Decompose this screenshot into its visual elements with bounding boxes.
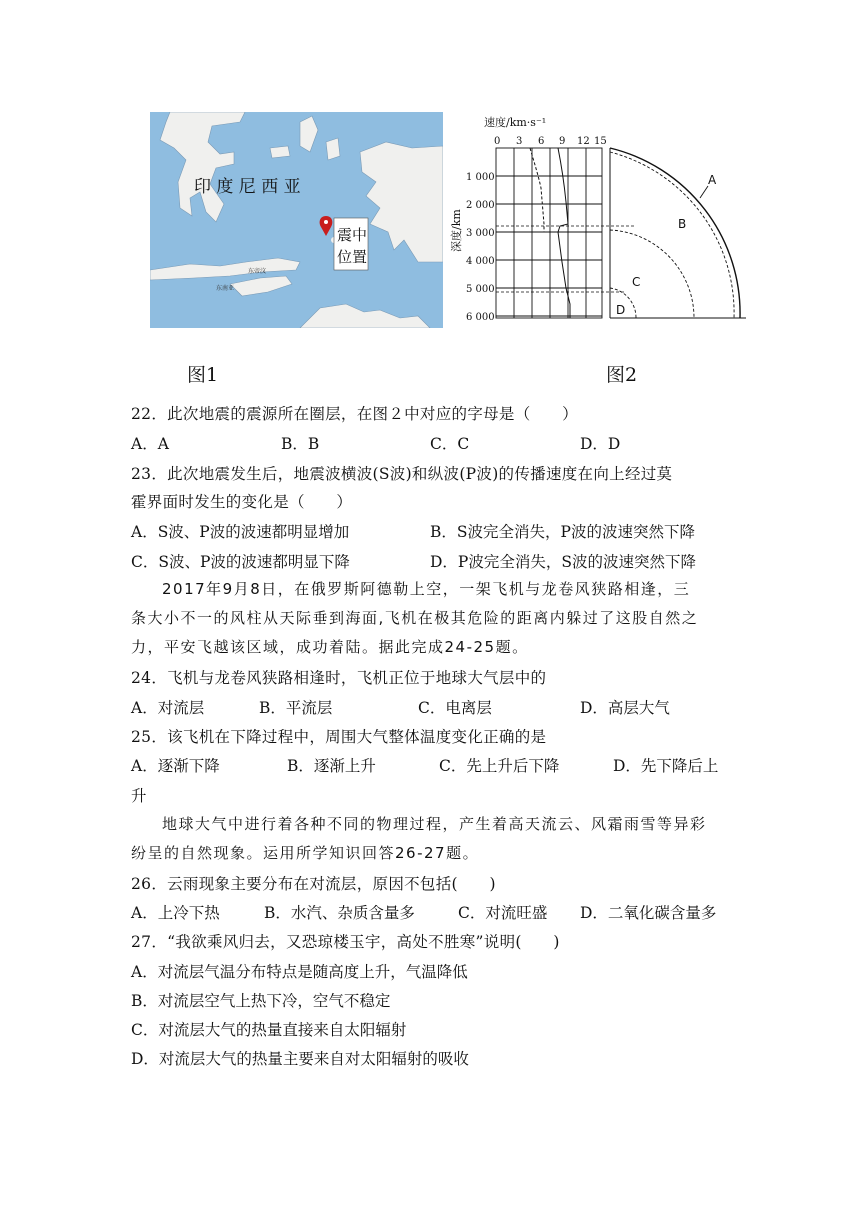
depth-tick: 1 000	[466, 172, 495, 183]
question-27-option-a: A．对流层气温分布特点是随高度上升，气温降低	[131, 963, 468, 981]
question-23-option-d: D．P波完全消失，S波的波速突然下降	[430, 553, 696, 571]
question-27-option-c: C．对流层大气的热量直接来自太阳辐射	[131, 1021, 407, 1039]
epicenter-label-line2: 位置	[337, 248, 368, 266]
depth-tick: 6 000	[466, 312, 495, 323]
speed-depth-grid	[496, 148, 602, 318]
speed-tick: 12	[577, 136, 590, 147]
layer-letter-d: D	[616, 303, 626, 317]
question-23-stem-line2: 霍界面时发生的变化是（ ）	[131, 493, 353, 511]
question-26-option-a: A．上冷下热	[131, 904, 220, 922]
question-23-option-a: A．S波、P波的波速都明显增加	[131, 523, 350, 541]
small-map-label: 东帝汶	[248, 268, 267, 275]
speed-tick: 9	[559, 136, 566, 147]
question-27-option-b: B．对流层空气上热下冷，空气不稳定	[131, 992, 391, 1010]
question-25-option-b: B．逐渐上升	[287, 757, 376, 775]
speed-tick: 3	[516, 136, 523, 147]
question-25-option-a: A．逐渐下降	[131, 757, 220, 775]
passage-2-line2: 纷呈的自然现象。运用所学知识回答26-27题。	[131, 844, 480, 862]
depth-axis-label: 深度/km	[450, 209, 463, 252]
question-22-option-d: D．D	[580, 435, 621, 453]
depth-tick: 4 000	[466, 256, 495, 267]
passage-1-line2: 条大小不一的风柱从天际垂到海面,飞机在极其危险的距离内躲过了这股自然之	[131, 609, 699, 627]
small-map-label: 东南亚	[216, 285, 235, 292]
question-26-option-c: C．对流旺盛	[458, 904, 548, 922]
question-24-option-c: C．电离层	[418, 699, 492, 717]
question-22-option-b: B．B	[281, 435, 320, 453]
speed-tick: 6	[538, 136, 545, 147]
question-23-option-b: B．S波完全消失，P波的波速突然下降	[430, 523, 695, 541]
layer-letter-b: B	[678, 217, 687, 231]
question-26-option-b: B．水汽、杂质含量多	[264, 904, 415, 922]
epicenter-label-line1: 震中	[337, 226, 368, 244]
figure-1-caption: 图1	[187, 364, 219, 386]
layer-a-pointer	[700, 186, 708, 198]
depth-tick: 5 000	[466, 284, 495, 295]
seismic-wave-diagram	[448, 112, 748, 327]
question-25-stem: 25．该飞机在下降过程中，周围大气整体温度变化正确的是	[131, 728, 547, 746]
figure-2-caption: 图2	[606, 364, 638, 386]
layer-letter-c: C	[632, 275, 641, 289]
passage-2-line1: 地球大气中进行着各种不同的物理过程，产生着高天流云、风霜雨雪等异彩	[162, 815, 707, 833]
question-24-option-a: A．对流层	[131, 699, 205, 717]
speed-tick: 15	[594, 136, 607, 147]
passage-1-line1: 2017年9月8日，在俄罗斯阿德勒上空，一架飞机与龙卷风狭路相逢，三	[162, 580, 691, 598]
question-24-stem: 24．飞机与龙卷风狭路相逢时，飞机正位于地球大气层中的	[131, 669, 547, 687]
question-27-stem: 27．“我欲乘风归去，又恐琼楼玉宇，高处不胜寒”说明( )	[131, 933, 560, 951]
question-22-option-a: A．A	[131, 435, 169, 453]
layer-letter-a: A	[708, 173, 717, 187]
speed-axis-label: 速度/km·s⁻¹	[484, 116, 547, 129]
question-25-option-d-wrap: 升	[131, 787, 147, 805]
crust-boundary-outer	[610, 148, 740, 318]
question-24-option-d: D．高层大气	[580, 699, 670, 717]
country-label: 印 度 尼 西 亚	[194, 177, 301, 197]
depth-tick: 2 000	[466, 200, 495, 211]
question-25-option-c: C．先上升后下降	[439, 757, 560, 775]
epicenter-map	[150, 112, 443, 328]
passage-1-line3: 力，平安飞越该区域，成功着陆。据此完成24-25题。	[131, 638, 529, 656]
question-23-option-c: C．S波、P波的波速都明显下降	[131, 553, 350, 571]
question-24-option-b: B．平流层	[259, 699, 333, 717]
question-22-option-c: C．C	[430, 435, 470, 453]
question-22-stem: 22．此次地震的震源所在圈层，在图２中对应的字母是（ ）	[131, 405, 578, 423]
depth-tick: 3 000	[466, 228, 495, 239]
question-26-stem: 26．云雨现象主要分布在对流层，原因不包括( )	[131, 875, 496, 893]
question-26-option-d: D．二氧化碳含量多	[580, 904, 717, 922]
question-23-stem-line1: 23．此次地震发生后，地震波横波(S波)和纵波(P波)的传播速度在向上经过莫	[131, 465, 673, 483]
speed-tick: 0	[494, 136, 501, 147]
question-27-option-d: D．对流层大气的热量主要来自对太阳辐射的吸收	[131, 1050, 469, 1068]
question-25-option-d: D．先下降后上	[613, 757, 719, 775]
